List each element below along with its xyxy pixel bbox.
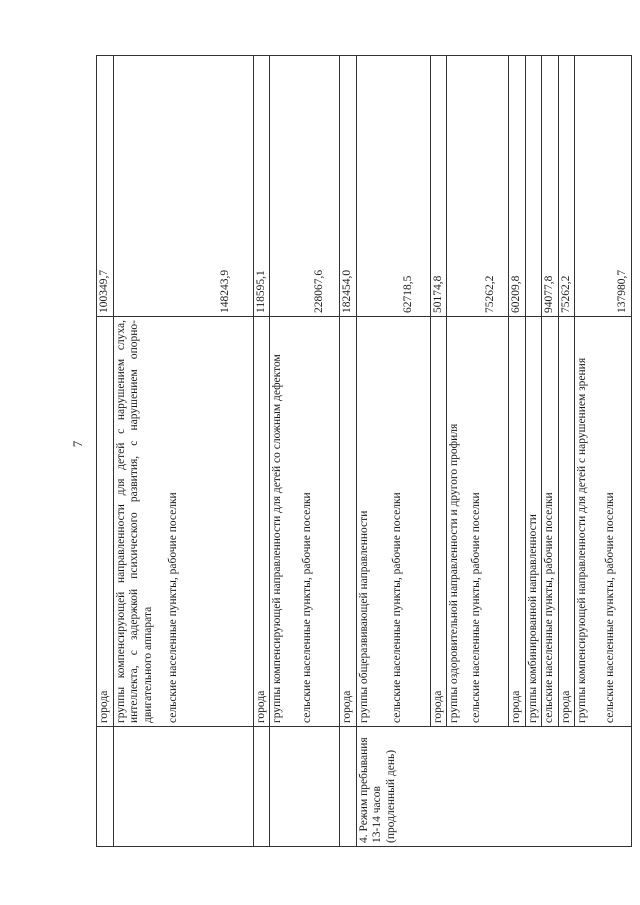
row-value-empty [525,56,542,317]
row-text: сельские населенные пункты, рабочие поселки [167,492,179,723]
row-text: города [558,317,575,727]
row-cell-group [356,317,430,727]
page-number: 7 [70,440,85,448]
row-text: группы оздоровительной направленности и другого профиля [448,423,460,723]
row-value: 50174,8 [430,56,447,317]
row-text: города [509,317,526,727]
row-value: 148243,9 [218,269,231,313]
rotated-table-wrapper [96,77,628,847]
section-cell-empty [340,727,357,847]
row-text: города [253,317,270,727]
section-label: 4. Режим пребывания 13-14 часов (продленный день) [356,727,631,847]
table-row [97,56,114,847]
row-text: сельские населенные пункты, рабочие поселки [542,317,559,727]
row-cell-values [113,56,253,317]
row-cell-group [113,317,253,727]
row-text: группы комбинированной направленности [525,317,542,727]
row-value: 60209,8 [509,56,526,317]
row-value: 75262,2 [558,56,575,317]
row-text: сельские населенные пункты, рабочие поселки [469,492,482,723]
row-text: группы компенсирующей направленности для детей со сложным дефектом [271,354,283,723]
row-text: группы компенсирующей направленности для детей с нарушением зрения [576,357,588,723]
row-value: 75262,2 [484,275,496,313]
row-text: города [340,317,357,727]
section-cell-empty [97,727,114,847]
row-value: 228067,6 [313,269,325,313]
table-row [340,56,357,847]
row-text: сельские населенные пункты, рабочие поселки [603,492,616,723]
row-text: сельские населенные пункты, рабочие поселки [300,492,313,723]
row-cell-values [356,56,430,317]
row-value: 137980,7 [616,269,628,313]
row-cell-group [575,317,632,727]
row-cell-values [447,56,509,317]
table-row [270,56,340,847]
section-cell-empty [253,727,270,847]
row-value: 62718,5 [401,275,414,313]
row-text: сельские населенные пункты, рабочие поселки [391,492,403,723]
row-cell-values [270,56,340,317]
row-value: 182454,0 [340,56,357,317]
row-text: города [97,317,114,727]
row-text: города [430,317,447,727]
row-cell-group [270,317,340,727]
section-cell-empty [270,727,340,847]
table-row [113,56,253,847]
row-text: группы общеразвивающей направленности [357,510,370,723]
row-value: 100349,7 [97,56,114,317]
row-value: 94077,8 [542,56,559,317]
row-text: группы компенсирующей направленности для детей с нарушением слуха, интеллекта, с задержкой психического развития, с нарушением опорно-двигательного аппарата [114,320,154,723]
tariff-table [96,55,632,847]
table-row [356,56,430,847]
row-cell-group [447,317,509,727]
section-cell-empty [113,727,253,847]
row-value: 118595,1 [253,56,270,317]
table-row [253,56,270,847]
row-cell-values [575,56,632,317]
